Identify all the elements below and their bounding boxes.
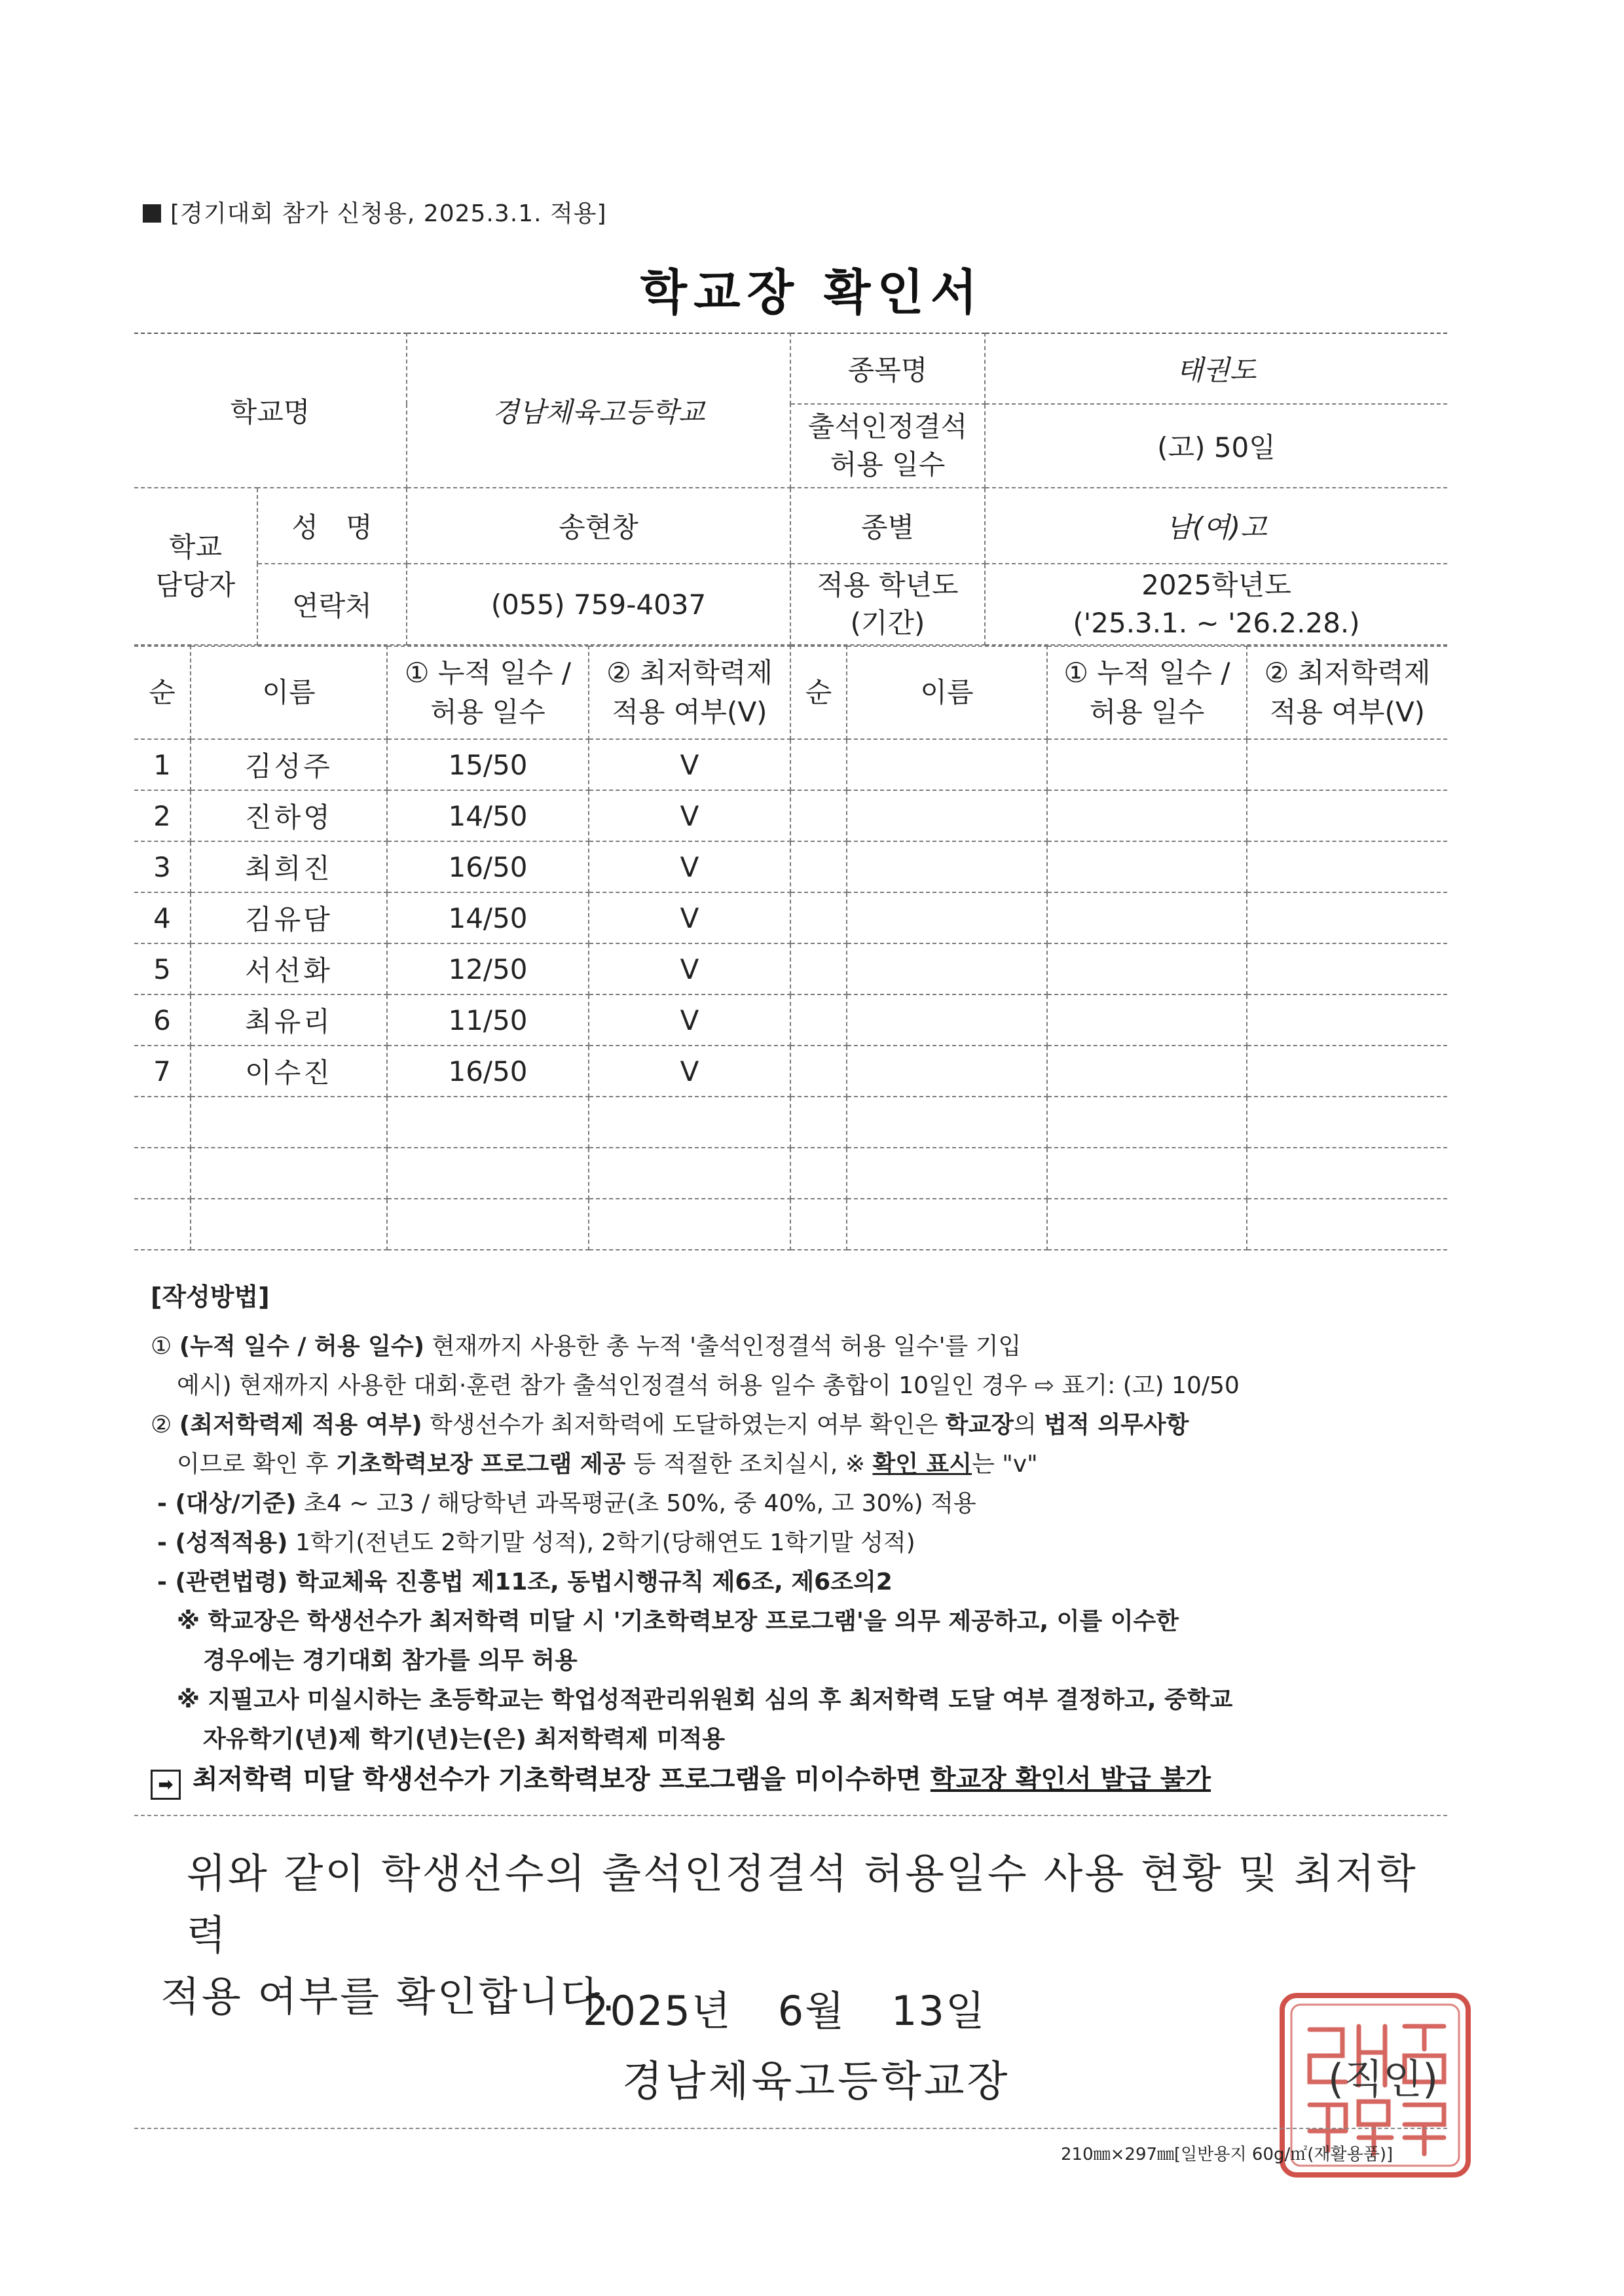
student-name: 최희진 [191, 841, 387, 892]
staff-label-line2: 담당자 [155, 569, 236, 601]
table-row [134, 994, 1447, 1046]
date-day: 13일 [891, 1987, 986, 2035]
table-row [134, 790, 1447, 841]
instruction-example: 예시) 현재까지 사용한 대회·훈련 참가 출석인정결석 허용 일수 총합이 10일인 경우 ⇨ 표기: (고) 10/50 [177, 1372, 1240, 1399]
year-value-line2: ('25.3.1. ~ '26.2.28.) [1073, 607, 1360, 639]
min-standard-check [589, 1148, 790, 1199]
conclusion-line [151, 1758, 1460, 1800]
header-note-text: [경기대회 참가 신청용, 2025.3.1. 적용] [170, 200, 607, 227]
student-name-right [847, 892, 1047, 943]
name-label: 성 명 [257, 488, 407, 564]
absence-days: 11/50 [387, 994, 589, 1046]
row-number: 5 [134, 943, 191, 994]
row-number: 7 [134, 1046, 191, 1097]
instruction-target-bold: - (대상/기준) [157, 1490, 297, 1517]
student-name: 서선화 [191, 943, 387, 994]
col-min-header-line2: 적용 여부(V) [612, 696, 767, 728]
instruction-2b-text-b: 등 적절한 조치실시, ※ [625, 1451, 873, 1478]
min-standard-check: V [589, 841, 790, 892]
col-min-header-right-line1: ② 최저학력제 [1264, 657, 1431, 689]
row-number [134, 1097, 191, 1148]
instruction-2b-text-c: 는 "v" [972, 1451, 1038, 1478]
circled-two: ② [151, 1412, 172, 1438]
min-standard-check [589, 1199, 790, 1250]
row-number: 4 [134, 892, 191, 943]
declaration-line1: 위와 같이 학생선수의 출석인정결석 허용일수 사용 현황 및 최저학력 [187, 1850, 1418, 1959]
absence-days-right [1047, 892, 1247, 943]
absence-days-right [1047, 790, 1247, 841]
instruction-2-bold-b: 학교장 [945, 1412, 1014, 1438]
footer-divider [134, 2128, 1447, 2129]
student-name: 김유담 [191, 892, 387, 943]
instruction-laws: - (관련법령) 학교체육 진흥법 제11조, 동법시행규칙 제6조, 제6조의2 [157, 1569, 893, 1595]
year-label-line2: (기간) [850, 607, 925, 639]
absence-days-right [1047, 994, 1247, 1046]
issue-date [583, 1978, 1032, 2037]
student-name: 진하영 [191, 790, 387, 841]
table-row [134, 739, 1447, 790]
school-label: 학교명 [134, 333, 407, 488]
student-name-right [847, 1097, 1047, 1148]
instruction-2b-text-a: 이므로 확인 후 [177, 1451, 336, 1478]
document-title: 학교장 확인서 [640, 264, 984, 321]
absence-days-right [1047, 1148, 1247, 1199]
absence-days: 15/50 [387, 739, 589, 790]
min-standard-check-right [1247, 1148, 1447, 1199]
absence-value: (고) 50일 [985, 404, 1447, 488]
row-number: 3 [134, 841, 191, 892]
instructions-section [151, 1277, 1460, 1759]
min-standard-check: V [589, 994, 790, 1046]
square-bullet-icon [143, 204, 161, 223]
declaration-line2: 적용 여부를 확인합니다. [160, 1973, 618, 2020]
absence-days-right [1047, 1046, 1247, 1097]
row-number: 1 [134, 739, 191, 790]
min-standard-check: V [589, 739, 790, 790]
paper-spec: 210㎜×297㎜[일반용지 60g/㎡(재활용품)] [1061, 2145, 1393, 2164]
header-note [143, 195, 607, 228]
student-name [191, 1097, 387, 1148]
instruction-grades [151, 1523, 1460, 1563]
col-days-header-line1: ① 누적 일수 / [404, 657, 572, 689]
absence-days: 14/50 [387, 790, 589, 841]
arrow-right-icon: ➡ [151, 1770, 181, 1800]
absence-label-line1: 출석인정결석 [807, 410, 968, 443]
table-row [134, 892, 1447, 943]
instruction-2b-underline: 확인 표시 [872, 1451, 972, 1478]
min-standard-check-right [1247, 790, 1447, 841]
instruction-line-2b [151, 1445, 1460, 1484]
col-no-header-right: 순 [790, 646, 847, 739]
min-standard-check: V [589, 943, 790, 994]
min-standard-check-right [1247, 1046, 1447, 1097]
instruction-target-text: 초4 ~ 고3 / 해당학년 과목평균(초 50%, 중 40%, 고 30%) 적용 [296, 1490, 976, 1517]
min-standard-check-right [1247, 1097, 1447, 1148]
instruction-note-1b: 경우에는 경기대회 참가를 의무 허용 [203, 1647, 578, 1674]
absence-label-line2: 허용 일수 [830, 448, 946, 481]
instruction-1-bold: (누적 일수 / 허용 일수) [179, 1333, 425, 1360]
col-no-header: 순 [134, 646, 191, 739]
table-row [134, 1046, 1447, 1097]
date-month: 6월 [777, 1987, 846, 2035]
instruction-2b-bold: 기초학력보장 프로그램 제공 [336, 1451, 626, 1478]
row-number-right [790, 1046, 847, 1097]
table-row [134, 1097, 1447, 1148]
student-name-right [847, 943, 1047, 994]
seal-label: (직인) [1328, 2055, 1439, 2103]
name-value: 송현창 [407, 488, 790, 564]
student-name-right [847, 739, 1047, 790]
instruction-target [151, 1484, 1460, 1523]
staff-label [134, 488, 257, 645]
min-standard-check [589, 1097, 790, 1148]
min-standard-check: V [589, 790, 790, 841]
min-standard-check-right [1247, 841, 1447, 892]
gender-label: 종별 [790, 488, 985, 564]
instruction-grades-bold: - (성적적용) [157, 1529, 288, 1556]
table-row [134, 943, 1447, 994]
absence-days [387, 1097, 589, 1148]
contact-value: (055) 759-4037 [407, 564, 790, 645]
row-number-right [790, 943, 847, 994]
absence-days-right [1047, 943, 1247, 994]
min-standard-check: V [589, 892, 790, 943]
instruction-1-text: 현재까지 사용한 총 누적 '출석인정결석 허용 일수'를 기입 [424, 1333, 1022, 1360]
divider [134, 1815, 1447, 1816]
absence-days-right [1047, 1097, 1247, 1148]
student-name-right [847, 1046, 1047, 1097]
conclusion-underline: 학교장 확인서 발급 불가 [930, 1764, 1211, 1795]
absence-label [790, 404, 985, 488]
student-name [191, 1199, 387, 1250]
year-value-line1: 2025학년도 [1141, 569, 1291, 601]
instruction-note-2: ※ 지필고사 미실시하는 초등학교는 학업성적관리위원회 심의 후 최저학력 도달 여부 결정하고, 중학교 [177, 1686, 1233, 1713]
row-number-right [790, 1199, 847, 1250]
year-label [790, 564, 985, 645]
sport-label: 종목명 [790, 333, 985, 404]
absence-days: 12/50 [387, 943, 589, 994]
contact-label: 연락처 [257, 564, 407, 645]
absence-days: 14/50 [387, 892, 589, 943]
student-name-right [847, 994, 1047, 1046]
col-name-header: 이름 [191, 646, 387, 739]
row-number-right [790, 892, 847, 943]
date-year: 2025년 [583, 1987, 732, 2035]
col-min-header-line1: ② 최저학력제 [606, 657, 773, 689]
instruction-line-2 [151, 1406, 1460, 1445]
col-days-header [387, 646, 589, 739]
table-row [134, 1148, 1447, 1199]
student-name: 김성주 [191, 739, 387, 790]
school-value: 경남체육고등학교 [407, 333, 790, 488]
row-number [134, 1148, 191, 1199]
instruction-2-bold-c: 법적 의무사항 [1044, 1412, 1189, 1438]
principal-title: 경남체육고등학교장 [622, 2058, 1010, 2106]
col-days-header-right-line2: 허용 일수 [1089, 696, 1205, 728]
col-days-header-right-line1: ① 누적 일수 / [1063, 657, 1230, 689]
row-number-right [790, 1148, 847, 1199]
instruction-2-text-b: 의 [1014, 1412, 1044, 1438]
row-number: 6 [134, 994, 191, 1046]
student-name-right [847, 841, 1047, 892]
student-name-right [847, 1199, 1047, 1250]
row-number-right [790, 790, 847, 841]
row-number-right [790, 739, 847, 790]
row-number-right [790, 994, 847, 1046]
school-info-table [134, 333, 1447, 646]
table-row [134, 1199, 1447, 1250]
absence-days-right [1047, 841, 1247, 892]
circled-one: ① [151, 1333, 172, 1360]
col-min-header-right [1247, 646, 1447, 739]
instruction-grades-text: 1학기(전년도 2학기말 성적), 2학기(당해연도 1학기말 성적) [287, 1529, 915, 1556]
gender-value: 남(여)고 [985, 488, 1447, 564]
instruction-2-text-a: 학생선수가 최저학력에 도달하였는지 여부 확인은 [422, 1412, 946, 1438]
col-min-header [589, 646, 790, 739]
student-name [191, 1148, 387, 1199]
roster-body [134, 739, 1447, 1250]
student-roster-table [134, 646, 1447, 1250]
min-standard-check: V [589, 1046, 790, 1097]
col-name-header-right: 이름 [847, 646, 1047, 739]
absence-days [387, 1199, 589, 1250]
col-min-header-right-line2: 적용 여부(V) [1269, 696, 1426, 728]
absence-days: 16/50 [387, 1046, 589, 1097]
min-standard-check-right [1247, 994, 1447, 1046]
student-name: 최유리 [191, 994, 387, 1046]
col-days-header-line2: 허용 일수 [430, 696, 545, 728]
min-standard-check-right [1247, 1199, 1447, 1250]
min-standard-check-right [1247, 892, 1447, 943]
absence-days [387, 1148, 589, 1199]
instruction-2-bold: (최저학력제 적용 여부) [179, 1412, 422, 1438]
instructions-title: [작성방법] [151, 1283, 270, 1311]
instruction-note-1: ※ 학교장은 학생선수가 최저학력 미달 시 '기초학력보장 프로그램'을 의무 제공하고, 이를 이수한 [177, 1608, 1179, 1635]
student-name-right [847, 1148, 1047, 1199]
conclusion-text: 최저학력 미달 학생선수가 기초학력보장 프로그램을 미이수하면 [193, 1764, 931, 1795]
min-standard-check-right [1247, 943, 1447, 994]
row-number [134, 1199, 191, 1250]
absence-days-right [1047, 1199, 1247, 1250]
min-standard-check-right [1247, 739, 1447, 790]
instruction-note-2b: 자유학기(년)제 학기(년)는(은) 최저학력제 미적용 [203, 1726, 726, 1753]
year-value [985, 564, 1447, 645]
row-number-right [790, 1097, 847, 1148]
sport-value: 태권도 [985, 333, 1447, 404]
staff-label-line1: 학교 [168, 531, 223, 563]
year-label-line1: 적용 학년도 [817, 569, 959, 601]
absence-days-right [1047, 739, 1247, 790]
student-name-right [847, 790, 1047, 841]
student-name: 이수진 [191, 1046, 387, 1097]
absence-days: 16/50 [387, 841, 589, 892]
col-days-header-right [1047, 646, 1247, 739]
table-row [134, 841, 1447, 892]
row-number: 2 [134, 790, 191, 841]
row-number-right [790, 841, 847, 892]
instruction-line-1 [151, 1327, 1460, 1366]
